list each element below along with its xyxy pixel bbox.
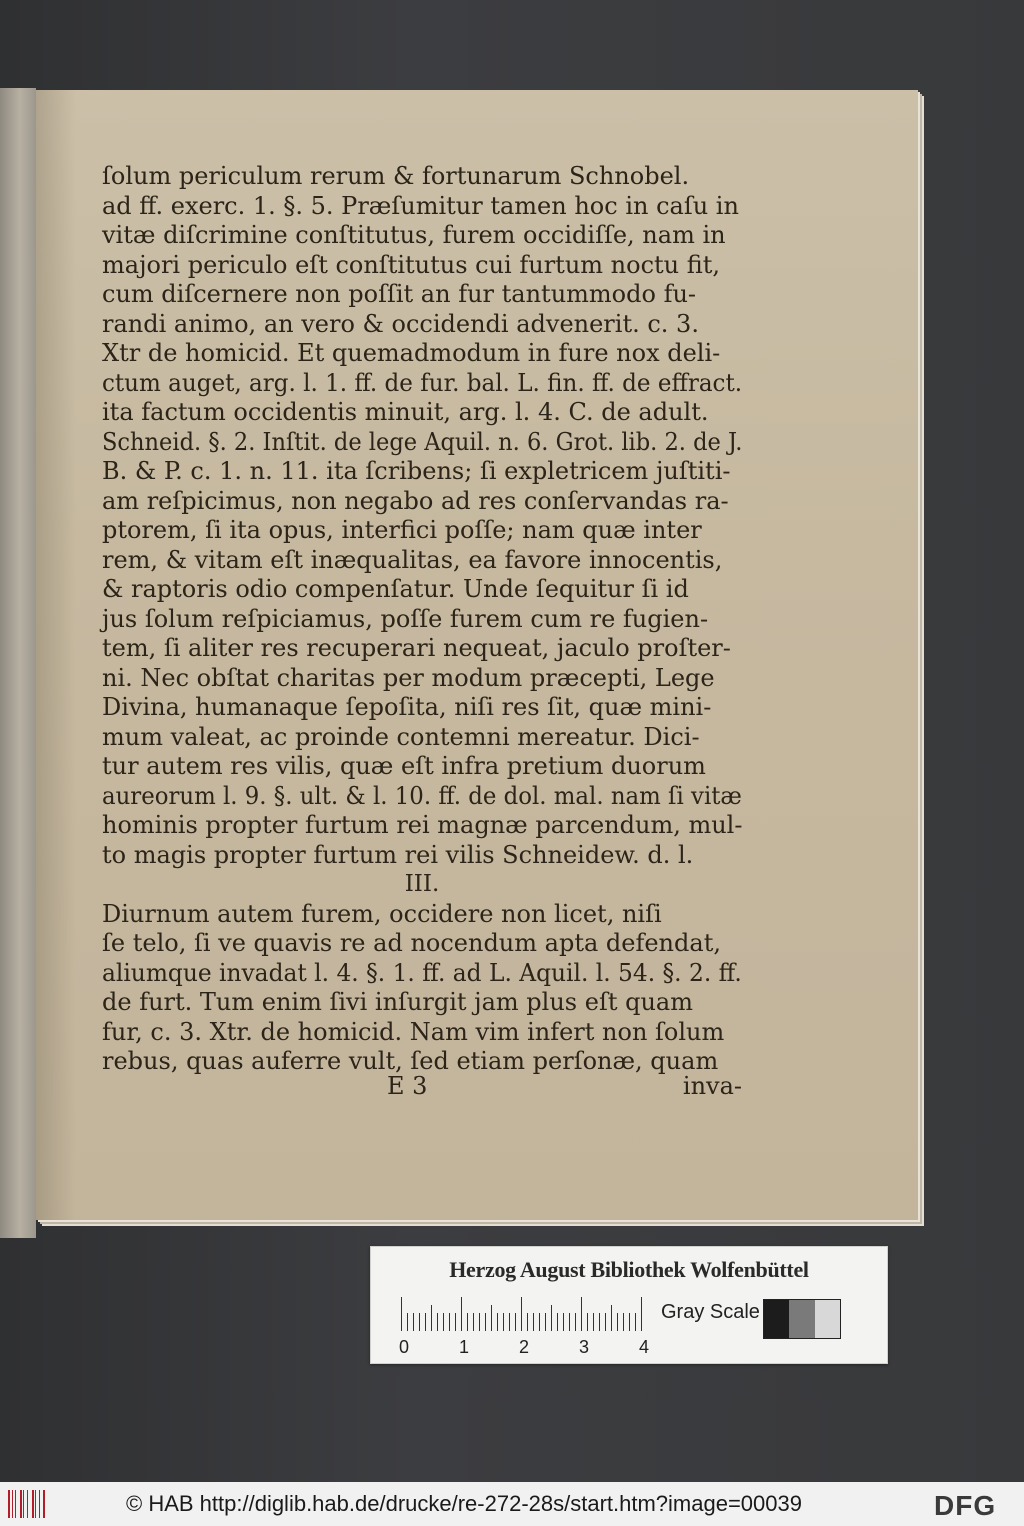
text-line: Xtr de homicid. Et quemadmodum in fure nox deli- xyxy=(102,339,721,367)
text-line: ptorem, ſi ita opus, interfici poſſe; nam quæ inter xyxy=(102,516,702,544)
ruler-tick xyxy=(503,1313,504,1331)
ruler-tick xyxy=(407,1313,408,1331)
ruler-tick xyxy=(515,1313,516,1331)
text-line: majori periculo eſt conſtitutus cui furtum noctu fit, xyxy=(102,250,721,279)
ruler-tick xyxy=(575,1313,576,1331)
text-line: vitæ diſcrimine conſtitutus, furem occidiſſe, nam in xyxy=(102,221,726,249)
ruler-tick xyxy=(479,1313,480,1331)
paragraph-line xyxy=(102,634,742,664)
grayscale-label: Gray Scale xyxy=(661,1301,760,1323)
paragraph-line xyxy=(102,1018,742,1048)
paragraph-line xyxy=(102,457,742,487)
ruler-tick xyxy=(623,1313,624,1331)
paragraph-line xyxy=(102,310,742,340)
ruler-tick xyxy=(437,1313,438,1331)
ruler-tick xyxy=(599,1313,600,1331)
ruler-tick xyxy=(509,1313,510,1331)
barcode-stripe xyxy=(8,1490,10,1518)
text-line: ita factum occidentis minuit, arg. l. 4. C. de adult. xyxy=(102,398,709,426)
paragraph-line xyxy=(102,162,742,192)
paragraph-line xyxy=(102,988,742,1018)
ruler-tick xyxy=(587,1313,588,1331)
footer-credit: © HAB http://diglib.hab.de/drucke/re-272-28s/start.htm?image=00039 xyxy=(126,1491,802,1516)
ruler-tick xyxy=(617,1313,618,1331)
paragraph-line xyxy=(102,811,742,841)
ruler-tick xyxy=(557,1313,558,1331)
text-line: jus ſolum reſpiciamus, poſſe furem cum re fugien- xyxy=(102,604,709,633)
catchword: inva- xyxy=(682,1072,742,1100)
ruler-tick xyxy=(425,1313,426,1331)
text-line: ad ff. exerc. 1. §. 5. Præſumitur tamen hoc in caſu in xyxy=(102,191,739,220)
grayscale-swatch-dark xyxy=(764,1300,789,1338)
paragraph-line xyxy=(102,546,742,576)
ruler-tick xyxy=(581,1297,582,1331)
ruler-tick xyxy=(473,1313,474,1331)
ruler-tick xyxy=(401,1297,402,1331)
text-line: tem, ſi aliter res recuperari nequeat, jaculo proſter- xyxy=(102,634,731,662)
ruler-tick xyxy=(527,1313,528,1331)
text-line: ni. Nec obſtat charitas per modum præcepti, Lege xyxy=(102,663,715,692)
text-line: mum valeat, ac proinde contemni mereatur. Dici- xyxy=(102,722,700,751)
section-heading: III. xyxy=(404,871,440,897)
ruler-number: 4 xyxy=(639,1337,650,1357)
library-name: Herzog August Bibliothek Wolfenbüttel xyxy=(449,1257,809,1282)
ruler-numbers xyxy=(395,1337,665,1357)
grayscale-swatch-light xyxy=(815,1300,840,1338)
ruler-tick xyxy=(635,1313,636,1331)
footer-bar xyxy=(0,1482,1024,1526)
ruler-tick xyxy=(431,1305,432,1331)
ruler-number: 0 xyxy=(399,1337,410,1357)
text-line: fur, c. 3. Xtr. de homicid. Nam vim infert non ſolum xyxy=(102,1017,725,1046)
ruler-tick xyxy=(629,1313,630,1331)
ruler-tick xyxy=(449,1313,450,1331)
ruler-tick xyxy=(467,1313,468,1331)
grayscale-bar xyxy=(763,1299,841,1339)
ruler-number: 3 xyxy=(579,1337,590,1357)
ruler-tick xyxy=(461,1297,462,1331)
text-line: de furt. Tum enim ſivi inſurgit jam plus eſt quam xyxy=(102,988,693,1016)
paragraph-line xyxy=(102,251,742,281)
text-line: Schneid. §. 2. Inſtit. de lege Aquil. n. 6. Grot. lib. 2. de J. xyxy=(102,427,743,456)
barcode-stripe xyxy=(12,1490,13,1518)
color-calibration-card xyxy=(370,1246,888,1364)
text-line: randi animo, an vero & occidendi advenerit. c. 3. xyxy=(102,309,699,338)
paragraph-line xyxy=(102,280,742,310)
paragraph-line xyxy=(102,664,742,694)
text-line: & raptoris odio compenſatur. Unde ſequitur ſi id xyxy=(102,575,689,603)
text-line: cum diſcernere non poſſit an fur tantummodo fu- xyxy=(102,280,697,308)
ruler-tick xyxy=(563,1313,564,1331)
barcode-stripe xyxy=(39,1490,40,1518)
paragraph-line xyxy=(102,192,742,222)
paragraph-line xyxy=(102,516,742,546)
ruler-tick xyxy=(605,1313,606,1331)
facing-page-edge xyxy=(0,88,36,1238)
grayscale-swatch-mid xyxy=(789,1300,814,1338)
paragraph-line xyxy=(102,428,742,458)
ruler-tick xyxy=(533,1313,534,1331)
page-text-block xyxy=(102,162,742,1077)
ruler-tick xyxy=(497,1313,498,1331)
ruler-tick xyxy=(443,1313,444,1331)
paragraph-line xyxy=(102,752,742,782)
ruler-tick xyxy=(485,1313,486,1331)
paragraph-line xyxy=(102,959,742,989)
text-line: am reſpicimus, non negabo ad res conſervandas ra- xyxy=(102,486,729,515)
barcode-stripe xyxy=(15,1490,16,1518)
paragraph-line xyxy=(102,841,742,871)
paragraph-line xyxy=(102,929,742,959)
barcode-stripe xyxy=(35,1490,36,1518)
ruler-tick xyxy=(551,1305,552,1331)
scale-ruler xyxy=(401,1297,646,1331)
paragraph-line xyxy=(102,782,742,812)
text-line: rebus, quas auferre vult, ſed etiam perſonæ, quam xyxy=(102,1047,719,1075)
text-line: ſolum periculum rerum & fortunarum Schnobel. xyxy=(102,162,690,190)
text-line: rem, & vitam eſt inæqualitas, ea favore innocentis, xyxy=(102,545,723,574)
barcode-stripe xyxy=(27,1490,28,1518)
book-page xyxy=(36,90,918,1220)
ruler-tick xyxy=(593,1313,594,1331)
signature-mark: E 3 xyxy=(387,1072,428,1100)
ruler-tick xyxy=(641,1297,642,1331)
ruler-tick xyxy=(521,1297,522,1331)
ruler-tick xyxy=(491,1305,492,1331)
paragraph-line xyxy=(102,900,742,930)
text-line: hominis propter furtum rei magnæ parcendum, mul- xyxy=(102,811,743,839)
paragraph-line xyxy=(102,487,742,517)
text-line: ctum auget, arg. l. 1. ff. de fur. bal. L. fin. ff. de effract. xyxy=(102,368,743,397)
text-line: tur autem res vilis, quæ eſt infra pretium duorum xyxy=(102,752,706,780)
text-line: aliumque invadat l. 4. §. 1. ff. ad L. Aquil. l. 54. §. 2. ff. xyxy=(102,958,742,987)
barcode-stripe xyxy=(20,1490,22,1518)
text-line: to magis propter furtum rei vilis Schneidew. d. l. xyxy=(102,840,694,869)
dfg-logo: DFG xyxy=(934,1490,997,1521)
barcode-stripe xyxy=(32,1490,34,1518)
ruler-tick xyxy=(419,1313,420,1331)
barcode-stripe xyxy=(43,1490,45,1518)
ruler-number: 2 xyxy=(519,1337,530,1357)
page-footer-line xyxy=(102,1072,742,1104)
barcode-icon xyxy=(8,1490,48,1518)
ruler-tick xyxy=(455,1313,456,1331)
text-line: aureorum l. 9. §. ult. & l. 10. ff. de dol. mal. nam ſi vitæ xyxy=(102,781,742,810)
ruler-tick xyxy=(413,1313,414,1331)
paragraph-line xyxy=(102,369,742,399)
paragraph-line xyxy=(102,605,742,635)
paragraph-line xyxy=(102,693,742,723)
paragraph-line xyxy=(102,575,742,605)
ruler-tick xyxy=(539,1313,540,1331)
paragraph-line xyxy=(102,221,742,251)
ruler-tick xyxy=(545,1313,546,1331)
text-line: B. & P. c. 1. n. 11. ita ſcribens; ſi expletricem juſtiti- xyxy=(102,457,731,485)
ruler-number: 1 xyxy=(459,1337,470,1357)
text-line: ſe telo, ſi ve quavis re ad nocendum apta defendat, xyxy=(102,929,721,957)
paragraph-line xyxy=(102,723,742,753)
text-line: Divina, humanaque ſepoſita, niſi res ſit, quæ mini- xyxy=(102,693,712,721)
ruler-tick xyxy=(569,1313,570,1331)
barcode-stripe xyxy=(23,1490,24,1518)
ruler-tick xyxy=(611,1305,612,1331)
paragraph-line xyxy=(102,339,742,369)
text-line: Diurnum autem furem, occidere non licet, niſi xyxy=(102,899,662,928)
paragraph-line xyxy=(102,398,742,428)
